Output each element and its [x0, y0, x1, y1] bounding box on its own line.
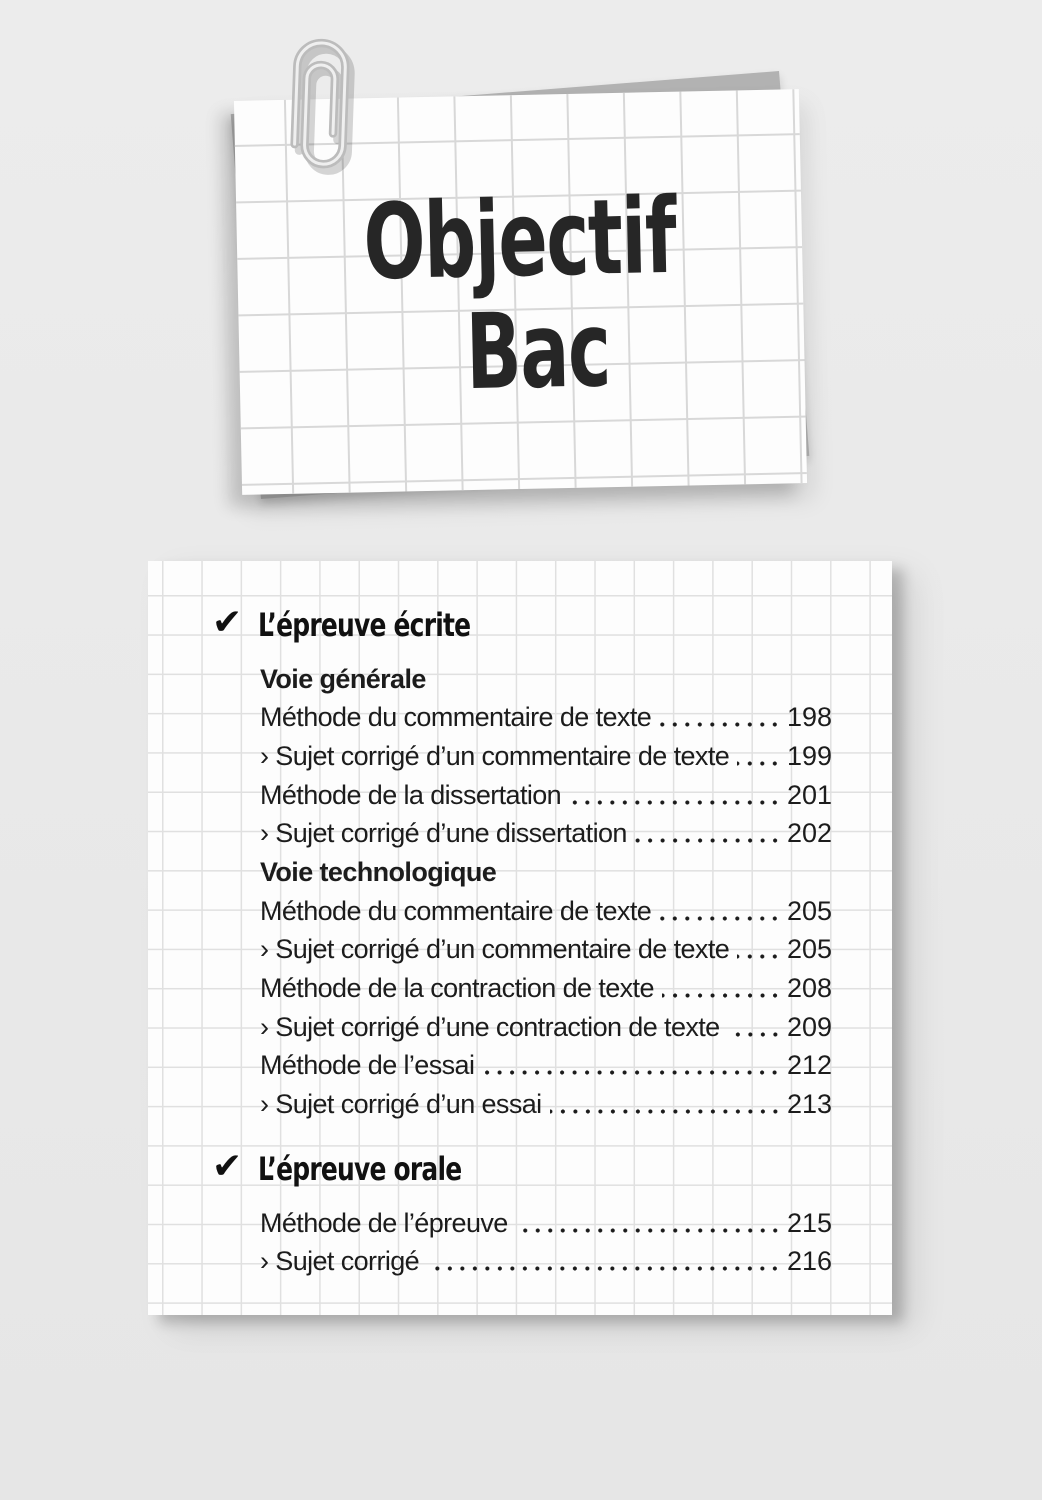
toc-entry-page: 213 [786, 1089, 832, 1120]
toc-entry-page: 215 [786, 1207, 832, 1238]
toc-entry-page: 212 [786, 1050, 832, 1081]
toc-entry-label: Méthode de l’épreuve [260, 1207, 508, 1238]
toc-section-epreuve-ecrite [212, 603, 832, 1121]
toc-entry [260, 1044, 832, 1083]
toc-entry [260, 1240, 832, 1279]
note-title [321, 174, 721, 414]
toc-entry-page: 208 [786, 973, 832, 1004]
dot-leader [737, 954, 785, 959]
dot-leader [550, 1109, 785, 1114]
toc-entry [260, 1201, 832, 1240]
toc-entry-page: 201 [786, 779, 832, 810]
toc-entry-label: Méthode de l’essai [260, 1050, 475, 1081]
dot-leader [659, 916, 785, 921]
toc-entry [260, 889, 832, 928]
note-title-line1: Objectif [362, 174, 677, 304]
toc-entry-label: › Sujet corrigé d’une dissertation [260, 818, 627, 849]
dot-leader [482, 1070, 785, 1075]
dot-leader [662, 993, 785, 998]
toc-entry-label: Méthode de la dissertation [260, 779, 562, 810]
toc-entry [260, 734, 832, 773]
toc-entry-page: 198 [786, 702, 832, 733]
toc-entry [260, 928, 832, 967]
toc-card [148, 561, 892, 1315]
toc-entry [260, 1005, 832, 1044]
toc-entry [260, 773, 832, 812]
dot-leader [516, 1228, 785, 1233]
toc-subheading-label: Voie générale [260, 663, 426, 694]
section-rows [260, 1201, 832, 1278]
check-icon: ✔ [212, 1145, 243, 1187]
toc-entry-page: 209 [786, 1011, 832, 1042]
dot-leader [427, 1266, 785, 1271]
toc-entry [260, 696, 832, 735]
toc-entry-page: 205 [786, 934, 832, 965]
toc-entry-label: › Sujet corrigé d’une contraction de texte [260, 1011, 720, 1042]
toc-subheading [260, 657, 832, 696]
dot-leader [728, 1032, 785, 1037]
toc-entry-label: › Sujet corrigé [260, 1246, 420, 1277]
toc-entry-page: 199 [786, 741, 832, 772]
toc-entry-page: 205 [786, 895, 832, 926]
check-icon: ✔ [212, 602, 243, 643]
toc-entry-page: 202 [786, 818, 832, 849]
toc-entry-label: Méthode de la contraction de texte [260, 973, 654, 1004]
dot-leader [659, 722, 785, 727]
toc-entry [260, 812, 832, 851]
toc-subheading [260, 850, 832, 889]
toc-entry-label: Méthode du commentaire de texte [260, 702, 652, 733]
toc-section-epreuve-orale [212, 1147, 832, 1278]
toc-entry-label: Méthode du commentaire de texte [260, 895, 652, 926]
toc-entry-label: › Sujet corrigé d’un essai [260, 1089, 542, 1120]
toc-entry-label: › Sujet corrigé d’un commentaire de texte [260, 741, 730, 772]
toc-entry [260, 966, 832, 1005]
section-title: L’épreuve orale [258, 1149, 462, 1188]
paperclip-icon [265, 26, 374, 182]
section-title: L’épreuve écrite [258, 606, 471, 644]
toc-entry [260, 1082, 832, 1121]
toc-entry-page: 216 [786, 1246, 832, 1277]
dot-leader [635, 838, 785, 843]
toc-entry-label: › Sujet corrigé d’un commentaire de texte [260, 934, 730, 965]
dot-leader [737, 761, 785, 766]
section-heading [212, 1147, 832, 1191]
section-rows [260, 657, 832, 1121]
toc-subheading-label: Voie technologique [260, 857, 497, 888]
section-heading [212, 603, 832, 647]
dot-leader [569, 800, 785, 805]
note-title-line2: Bac [464, 288, 611, 414]
